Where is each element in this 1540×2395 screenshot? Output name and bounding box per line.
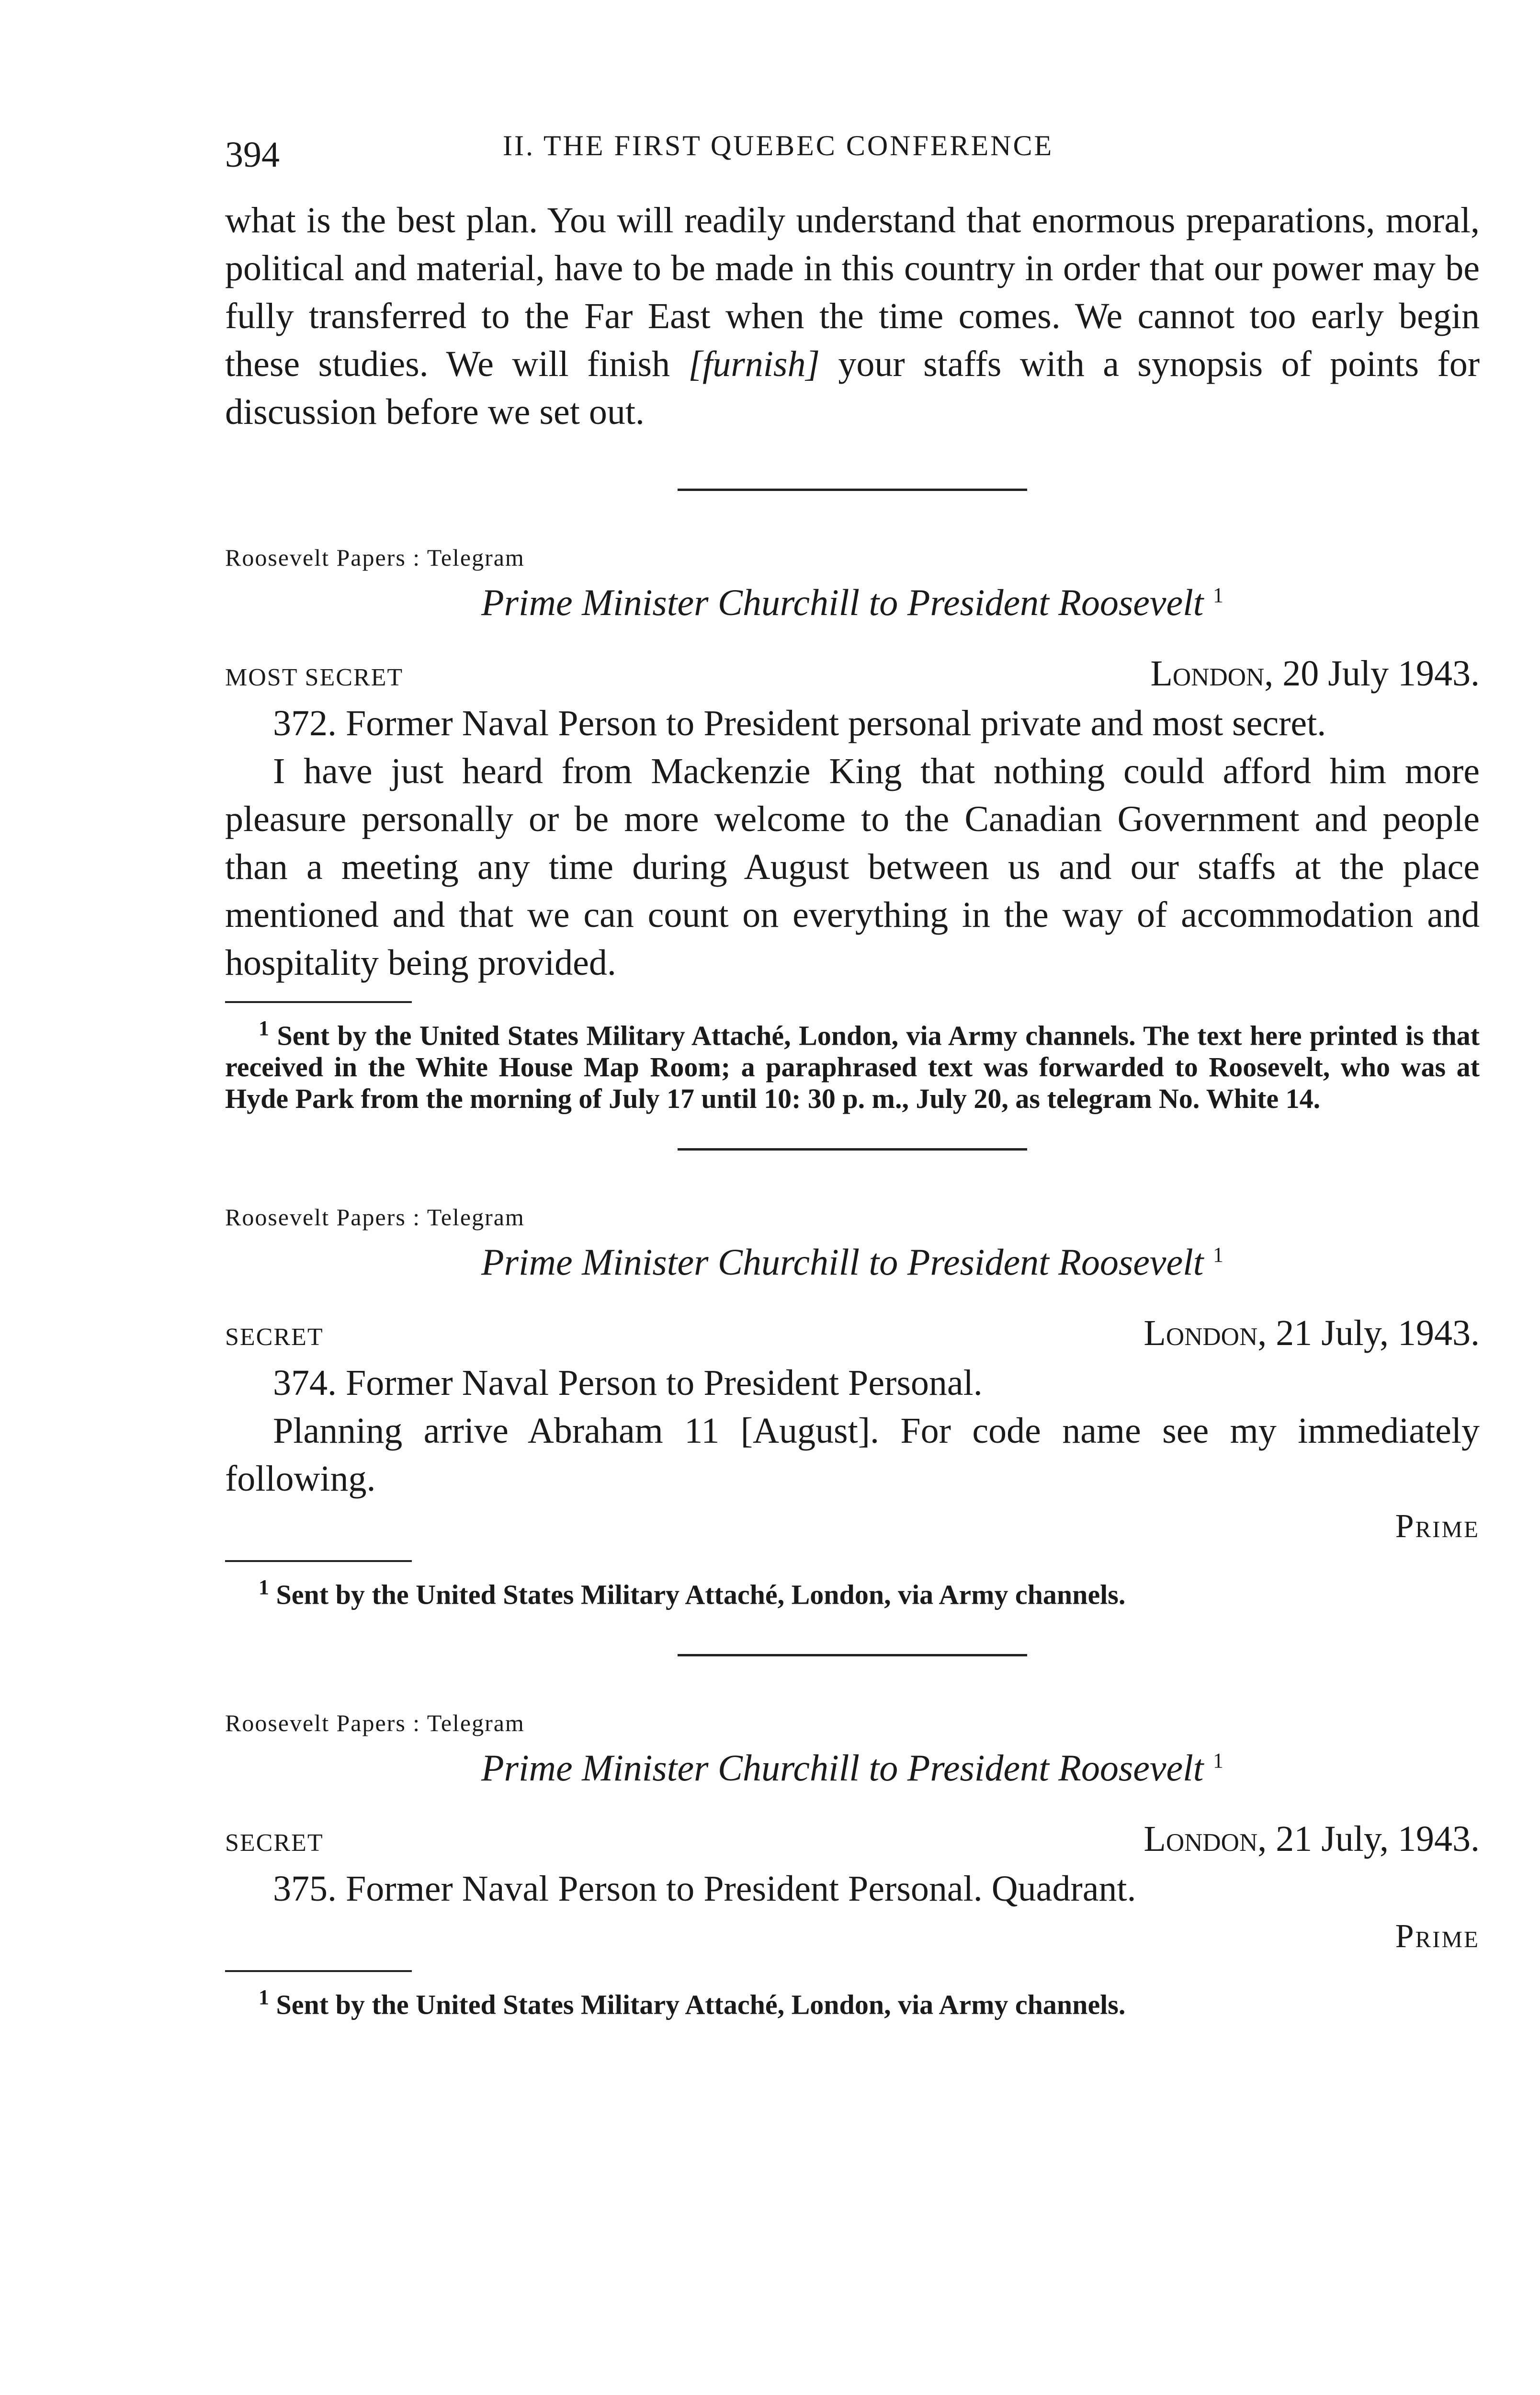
source-line: Roosevelt Papers : Telegram — [225, 544, 525, 571]
telegram-paragraph: 374. Former Naval Person to President Personal. — [273, 1363, 983, 1403]
section-divider — [678, 1148, 1027, 1151]
footnote-mark: 1 — [259, 1575, 269, 1599]
document-title — [225, 581, 1480, 624]
place: London — [1150, 653, 1265, 694]
document-title-text: Prime Minister Churchill to President Roosevelt — [481, 582, 1204, 623]
document-title — [225, 1241, 1480, 1284]
footnote-rule — [225, 1560, 412, 1562]
telegram-paragraph: 375. Former Naval Person to President Personal. Quadrant. — [273, 1868, 1136, 1909]
classification: MOST SECRET — [225, 664, 404, 691]
classification: SECRET — [225, 1323, 324, 1351]
place-date — [1144, 1312, 1480, 1354]
opening-paragraph — [225, 196, 1480, 436]
section-divider — [678, 489, 1027, 491]
date: , 21 July, 1943. — [1257, 1818, 1480, 1859]
date: , 20 July 1943. — [1264, 653, 1480, 694]
footnote — [225, 1982, 1480, 2020]
signoff: Prime — [1395, 1508, 1480, 1545]
telegram-372 — [225, 544, 1480, 1115]
document-title-text: Prime Minister Churchill to President Roosevelt — [481, 1241, 1204, 1283]
telegram-paragraph: I have just heard from Mackenzie King that nothing could afford him more pleasure personally or be more welcome to the Canadian Government and people than a meeting any time during August between us and our staffs at the place mentioned and that we can count on everything in the way of accommodation and hospitality being provided. — [225, 751, 1480, 983]
footnote — [225, 1572, 1480, 1610]
dateline — [225, 1312, 1480, 1354]
telegram-paragraph: Planning arrive Abraham 11 [August]. For code name see my immediately following. — [225, 1411, 1480, 1499]
source-line: Roosevelt Papers : Telegram — [225, 1204, 525, 1231]
dateline — [225, 1818, 1480, 1860]
page-number: 394 — [225, 135, 280, 175]
footnote-text: Sent by the United States Military Attaché, London, via Army channels. — [276, 1579, 1126, 1610]
place: London — [1144, 1818, 1258, 1859]
telegram-375 — [225, 1709, 1480, 2020]
opening-text: what is the best plan. You will readily understand that enormous preparations, moral, political and material, have to be made in this country in order that our power may be fully transferred to the Far East when the time comes. We cannot too early begin these studies. We will finish — [225, 200, 1480, 384]
footnote — [225, 1013, 1480, 1115]
footnote-ref: 1 — [1212, 1748, 1223, 1772]
footnote-ref: 1 — [1212, 1243, 1223, 1267]
page-header — [225, 120, 1480, 196]
footnote-rule — [225, 1970, 412, 1972]
telegram-374 — [225, 1203, 1480, 1610]
section-divider — [678, 1654, 1027, 1656]
telegram-paragraph: 372. Former Naval Person to President personal private and most secret. — [273, 703, 1326, 743]
dateline — [225, 653, 1480, 695]
place: London — [1144, 1313, 1258, 1354]
place-date — [1150, 653, 1480, 695]
document-page — [225, 120, 1480, 2020]
footnote-mark: 1 — [259, 1985, 269, 2009]
opening-text-tail: your staffs with a synopsis of points for discussion before we set out. — [225, 344, 1480, 432]
place-date — [1144, 1818, 1480, 1860]
classification: SECRET — [225, 1829, 324, 1857]
date: , 21 July, 1943. — [1257, 1313, 1480, 1354]
footnote-text: Sent by the United States Military Attaché, London, via Army channels. The text here printed is that received in the White House Map Room; a paraphrased text was forwarded to Roosevelt, who was at Hyde Park from the morning of July 17 until 10: 30 p. m., July 20, as telegram No. White 14. — [225, 1020, 1480, 1115]
footnote-mark: 1 — [259, 1016, 269, 1040]
footnote-text: Sent by the United States Military Attaché, London, via Army channels. — [276, 1988, 1126, 2020]
document-title — [225, 1746, 1480, 1790]
opening-italic-insert: [furnish] — [688, 344, 820, 384]
document-title-text: Prime Minister Churchill to President Roosevelt — [481, 1746, 1204, 1789]
signoff: Prime — [1395, 1917, 1480, 1955]
footnote-ref: 1 — [1212, 583, 1223, 607]
source-line: Roosevelt Papers : Telegram — [225, 1709, 525, 1736]
footnote-rule — [225, 1001, 412, 1003]
running-head: II. THE FIRST QUEBEC CONFERENCE — [503, 130, 1054, 161]
